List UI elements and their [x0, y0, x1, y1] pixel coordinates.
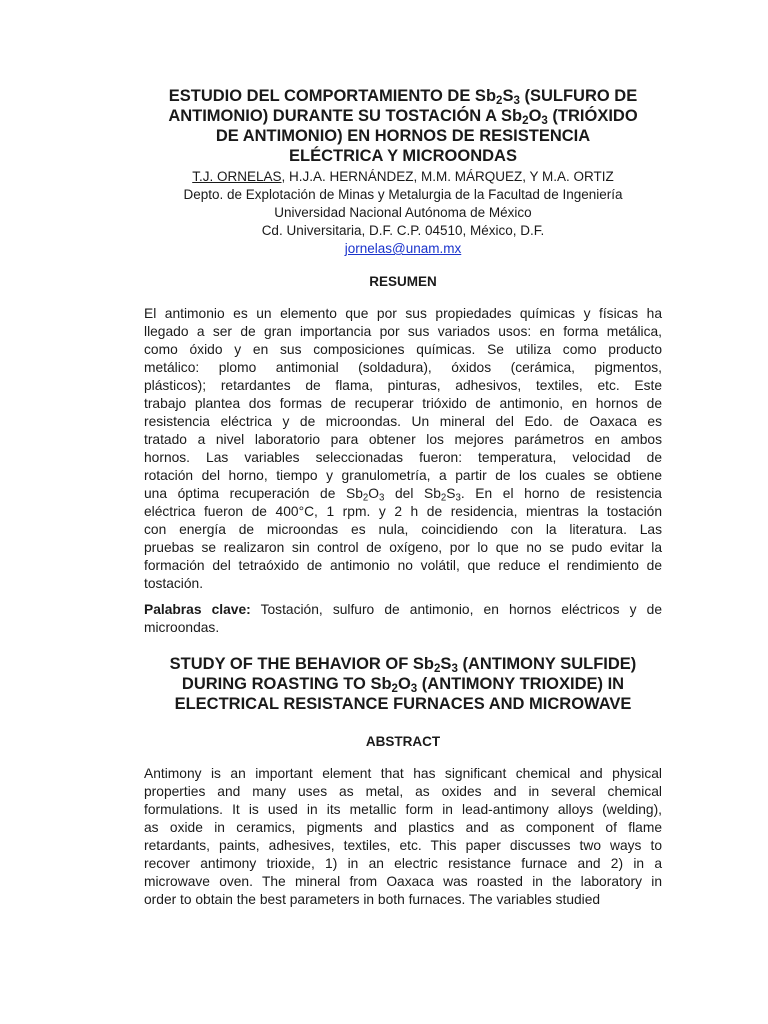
- resumen-line: con energía de microondas es nula, coincidiendo con la literatura. Las: [144, 522, 662, 537]
- affiliation-university: Universidad Nacional Autónoma de México: [274, 205, 532, 220]
- resumen-line: resistencia eléctrica y de microondas. Un mineral del Edo. de Oaxaca es: [144, 414, 662, 429]
- resumen-line: plásticos); retardantes de flama, pinturas, adhesivos, textiles, etc. Este: [144, 378, 662, 393]
- spanish-title-line-4: ELÉCTRICA Y MICROONDAS: [289, 147, 517, 165]
- abstract-line: recover antimony trioxide, 1) in an electric resistance furnace and 2) in a: [144, 856, 662, 871]
- resumen-line: una óptima recuperación de $Sb_2O_3$ del $Sb_2S_3$. En el horno de resistencia: [144, 486, 662, 504]
- resumen-line: hornos. Las variables seleccionadas fueron: temperatura, velocidad de: [144, 450, 662, 465]
- author-list: T.J. ORNELAS, H.J.A. HERNÁNDEZ, M.M. MÁRQUEZ, Y M.A. ORTIZ: [192, 169, 614, 184]
- resumen-line: formación del tetraóxido de antimonio no volátil, que reduce el rendimiento de: [144, 558, 662, 573]
- spanish-title-line-1: ESTUDIO DEL COMPORTAMIENTO DE $Sb_2S_3$ (SULFURO DE: [168, 87, 638, 107]
- affiliation-address: Cd. Universitaria, D.F. C.P. 04510, México, D.F.: [261, 223, 545, 238]
- spanish-title-line-3: DE ANTIMONIO) EN HORNOS DE RESISTENCIA: [215, 127, 591, 145]
- english-title-line-3: ELECTRICAL RESISTANCE FURNACES AND MICROWAVE: [174, 695, 632, 713]
- english-title-line-2: DURING ROASTING TO $Sb_2O_3$ (ANTIMONY TRIOXIDE) IN: [181, 675, 625, 695]
- affiliation-department: Depto. de Explotación de Minas y Metalurgia de la Facultad de Ingeniería: [183, 187, 623, 202]
- resumen-line: metálico: plomo antimonial (soldadura), óxidos (cerámica, pigmentos,: [144, 360, 662, 375]
- english-title-line-1: STUDY OF THE BEHAVIOR OF $Sb_2S_3$ (ANTIMONY SULFIDE): [169, 655, 637, 675]
- resumen-line: trabajo plantea dos formas de recuperar trióxido de antimonio, en hornos de: [144, 396, 662, 411]
- resumen-line: eléctrica fueron de 400°C, 1 rpm. y 2 h de residencia, mientras la tostación: [144, 504, 662, 519]
- keywords-label: Palabras clave:: [144, 602, 251, 617]
- abstract-line: microwave oven. The mineral from Oaxaca was roasted in the laboratory in: [144, 874, 662, 889]
- resumen-paragraph: [144, 305, 662, 593]
- spanish-title-line-2: ANTIMONIO) DURANTE SU TOSTACIÓN A $Sb_2O_3$ (TRIÓXIDO: [168, 107, 638, 127]
- keywords-line-2: microondas.: [144, 620, 220, 635]
- first-author: T.J. ORNELAS: [192, 169, 282, 184]
- resumen-line: rotación del horno, tiempo y granulometría, a partir de los cuales se obtiene: [144, 468, 662, 483]
- keywords-paragraph: [144, 601, 662, 637]
- resumen-heading: RESUMEN: [369, 274, 437, 289]
- resumen-line: tostación.: [144, 576, 204, 591]
- resumen-line: pruebas se realizaron sin control de oxígeno, por lo que no se pudo evitar la: [144, 540, 662, 555]
- abstract-line: properties and many uses as metal, as oxides and in several chemical: [144, 784, 662, 799]
- resumen-line: como óxido y en sus composiciones químicas. Se utiliza como producto: [144, 342, 662, 357]
- email-link[interactable]: jornelas@unam.mx: [344, 241, 462, 256]
- keywords-line-1: Palabras clave: Tostación, sulfuro de antimonio, en hornos eléctricos y de: [144, 602, 662, 617]
- abstract-heading: ABSTRACT: [365, 734, 441, 749]
- abstract-line: Antimony is an important element that has significant chemical and physical: [144, 766, 662, 781]
- spanish-title: [130, 86, 676, 166]
- abstract-line: retardants, paints, adhesives, textiles, etc. This paper discusses two ways to: [144, 838, 662, 853]
- resumen-line: El antimonio es un elemento que por sus propiedades químicas y físicas ha: [144, 306, 662, 321]
- english-title: [130, 654, 676, 714]
- resumen-line: tratado a nivel laboratorio para obtener los mejores parámetros en ambos: [144, 432, 662, 447]
- abstract-line: as oxide in ceramics, pigments and plastics and as component of flame: [144, 820, 662, 835]
- email-row: [130, 240, 676, 258]
- resumen-line: llegado a ser de gran importancia por sus variados usos: en forma metálica,: [144, 324, 662, 339]
- abstract-line: order to obtain the best parameters in both furnaces. The variables studied: [144, 892, 601, 907]
- author-block: [130, 168, 676, 258]
- abstract-line: formulations. It is used in its metallic form in lead-antimony alloys (welding),: [144, 802, 662, 817]
- abstract-paragraph: [144, 765, 662, 909]
